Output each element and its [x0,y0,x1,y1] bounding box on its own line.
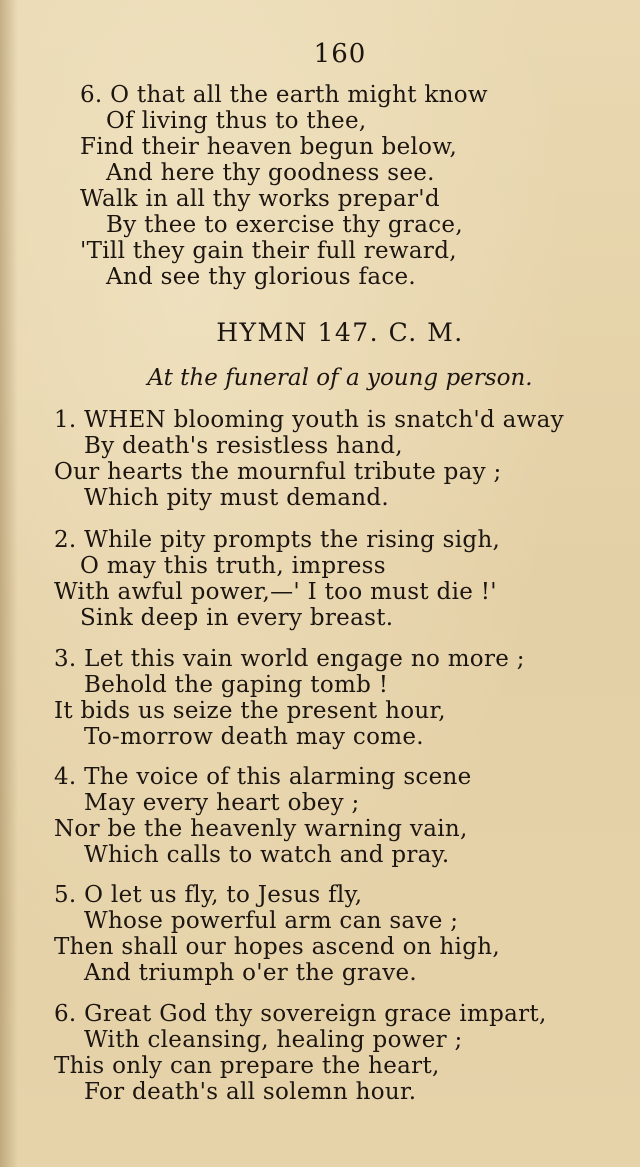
verse-line: Walk in all thy works prepar'd [80,186,440,212]
verse-line: 'Till they gain their full reward, [80,238,457,264]
verse-line: May every heart obey ; [84,790,360,816]
verse-line: Of living thus to thee, [106,108,367,134]
verse-line: Our hearts the mournful tribute pay ; [54,459,502,485]
verse-line: O may this truth, impress [80,553,386,579]
page-number: 160 [313,39,367,69]
verse-line: Then shall our hopes ascend on high, [54,934,500,960]
verse-line: Which pity must demand. [84,485,390,511]
verse-line: 6. Great God thy sovereign grace impart, [54,1001,547,1027]
verse-line: For death's all solemn hour. [84,1079,417,1105]
verse-line: And triumph o'er the grave. [84,960,418,986]
verse-line: By death's resistless hand, [84,433,403,459]
verse-line: And see thy glorious face. [106,264,417,290]
verse-line: With cleansing, healing power ; [84,1027,463,1053]
hymn-subtitle: At the funeral of a young person. [147,365,533,391]
verse-line: This only can prepare the heart, [54,1053,440,1079]
page-edge-shadow [0,0,18,1167]
verse-line: Whose powerful arm can save ; [84,908,459,934]
verse-line: 6. O that all the earth might know [80,82,488,108]
verse-line: By thee to exercise thy grace, [106,212,463,238]
verse-line: It bids us seize the present hour, [54,698,446,724]
verse-line: Which calls to watch and pray. [84,842,450,868]
verse-line: 3. Let this vain world engage no more ; [54,646,525,672]
verse-line: With awful power,—' I too must die !' [54,579,497,605]
verse-line: 4. The voice of this alarming scene [54,764,472,790]
hymn-title: HYMN 147. C. M. [216,318,464,347]
verse-line: 1. WHEN blooming youth is snatch'd away [54,407,564,433]
verse-line: And here thy goodness see. [106,160,435,186]
verse-line: Nor be the heavenly warning vain, [54,816,468,842]
verse-line: Sink deep in every breast. [80,605,394,631]
verse-line: To-morrow death may come. [84,724,424,750]
verse-line: Find their heaven begun below, [80,134,458,160]
verse-line: 5. O let us fly, to Jesus fly, [54,882,363,908]
verse-line: Behold the gaping tomb ! [84,672,389,698]
verse-line: 2. While pity prompts the rising sigh, [54,527,501,553]
